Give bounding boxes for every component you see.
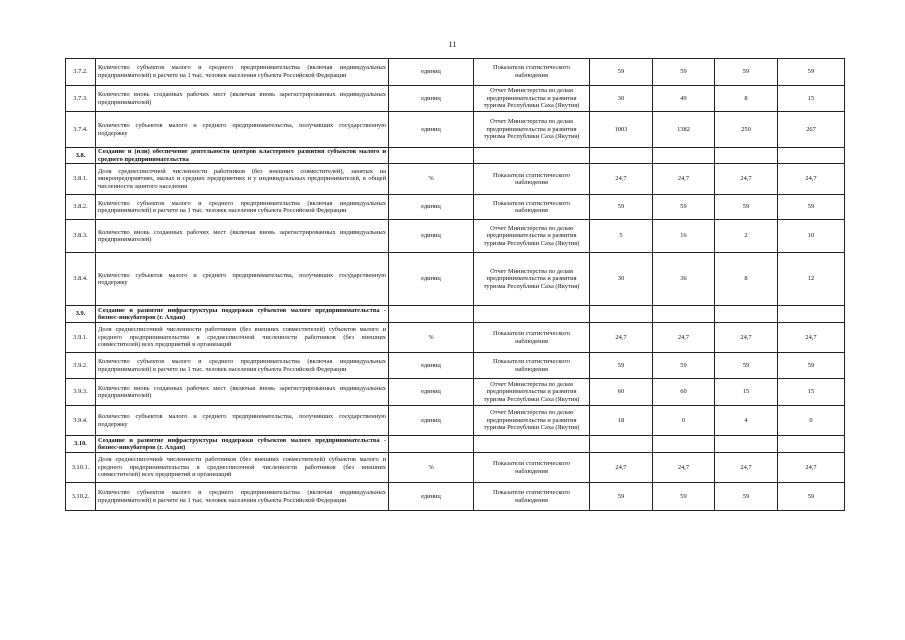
value-cell-3 xyxy=(715,436,778,453)
unit-cell: единиц xyxy=(389,59,474,86)
value-cell-1: 30 xyxy=(590,86,653,112)
unit-cell: единиц xyxy=(389,483,474,511)
table-row xyxy=(66,379,845,406)
row-number-cell: 3.7.4. xyxy=(66,112,96,148)
table-row xyxy=(66,353,845,379)
value-cell-3: 24,7 xyxy=(715,323,778,353)
indicator-name-cell: Количество вновь созданных рабочих мест (включая вновь зарегистрированных индивидуальных предпринимателей) xyxy=(96,86,389,112)
value-cell-4: 10 xyxy=(778,220,845,253)
source-cell: Показатели статистического наблюдения xyxy=(474,323,590,353)
value-cell-4: 12 xyxy=(778,253,845,306)
row-number-cell: 3.9.1. xyxy=(66,323,96,353)
value-cell-4: 0 xyxy=(778,406,845,436)
row-number-cell: 3.10.2. xyxy=(66,483,96,511)
value-cell-1: 59 xyxy=(590,195,653,220)
indicator-name-cell: Количество субъектов малого и среднего предпринимательства, получивших государственную поддержку xyxy=(96,253,389,306)
indicator-name-cell: Создание и развитие инфраструктуры поддержки субъектов малого предпринимательства - бизнес-инкубаторов (г. Алдан) xyxy=(96,306,389,323)
indicator-name-cell: Создание и развитие инфраструктуры поддержки субъектов малого предпринимательства - бизнес-инкубаторов (г. Алдан) xyxy=(96,436,389,453)
row-number-cell: 3.8. xyxy=(66,148,96,164)
unit-cell: % xyxy=(389,164,474,195)
source-cell: Отчет Министерства по делам предпринимательства и развития туризма Республики Саха (Якутия) xyxy=(474,86,590,112)
indicator-name-cell: Количество субъектов малого и среднего предпринимательства, получивших государственную поддержку xyxy=(96,112,389,148)
row-number-cell: 3.8.4. xyxy=(66,253,96,306)
indicators-table xyxy=(65,58,845,511)
unit-cell: единиц xyxy=(389,406,474,436)
row-number-cell: 3.9. xyxy=(66,306,96,323)
value-cell-1: 59 xyxy=(590,353,653,379)
table-row xyxy=(66,406,845,436)
source-cell: Показатели статистического наблюдения xyxy=(474,353,590,379)
value-cell-2 xyxy=(653,148,715,164)
indicator-name-cell: Доля среднесписочной численности работников (без внешних совместителей) субъектов малого и среднего предпринимательства в среднесписочной численности работников (без внешних совместителей) всех предприятий и организаций xyxy=(96,323,389,353)
source-cell: Отчет Министерства по делам предпринимательства и развития туризма Республики Саха (Якутия) xyxy=(474,379,590,406)
table-row xyxy=(66,220,845,253)
value-cell-4: 24,7 xyxy=(778,164,845,195)
value-cell-4: 59 xyxy=(778,483,845,511)
value-cell-4: 59 xyxy=(778,59,845,86)
source-cell: Отчет Министерства по делам предпринимательства и развития туризма Республики Саха (Якутия) xyxy=(474,112,590,148)
value-cell-3: 59 xyxy=(715,483,778,511)
indicator-name-cell: Количество вновь созданных рабочих мест (включая вновь зарегистрированных индивидуальных предпринимателей) xyxy=(96,379,389,406)
value-cell-3: 8 xyxy=(715,86,778,112)
row-number-cell: 3.9.4. xyxy=(66,406,96,436)
value-cell-1: 18 xyxy=(590,406,653,436)
value-cell-3: 59 xyxy=(715,353,778,379)
value-cell-2: 1382 xyxy=(653,112,715,148)
indicator-name-cell: Количество субъектов малого и среднего предпринимательства (включая индивидуальных предпринимателей) в расчете на 1 тыс. человек населения субъекта Российской Федерации xyxy=(96,195,389,220)
row-number-cell: 3.8.3. xyxy=(66,220,96,253)
table-row xyxy=(66,195,845,220)
value-cell-3: 24,7 xyxy=(715,164,778,195)
unit-cell: единиц xyxy=(389,195,474,220)
indicator-name-cell: Создание и (или) обеспечение деятельности центров кластерного развития субъектов малого и среднего предпринимательства xyxy=(96,148,389,164)
value-cell-4: 15 xyxy=(778,379,845,406)
unit-cell: % xyxy=(389,453,474,483)
value-cell-2: 16 xyxy=(653,220,715,253)
indicator-name-cell: Количество вновь созданных рабочих мест (включая вновь зарегистрированных индивидуальных предпринимателей) xyxy=(96,220,389,253)
row-number-cell: 3.7.2. xyxy=(66,59,96,86)
value-cell-2 xyxy=(653,306,715,323)
unit-cell: единиц xyxy=(389,253,474,306)
row-number-cell: 3.8.2. xyxy=(66,195,96,220)
value-cell-3: 2 xyxy=(715,220,778,253)
table-body xyxy=(66,59,845,511)
value-cell-4: 59 xyxy=(778,195,845,220)
table-row xyxy=(66,164,845,195)
value-cell-1: 24,7 xyxy=(590,323,653,353)
value-cell-1: 24,7 xyxy=(590,453,653,483)
value-cell-2: 59 xyxy=(653,353,715,379)
value-cell-3: 15 xyxy=(715,379,778,406)
indicator-name-cell: Количество субъектов малого и среднего предпринимательства (включая индивидуальных предпринимателей) в расчете на 1 тыс. человек населения субъекта Российской Федерации xyxy=(96,483,389,511)
value-cell-3 xyxy=(715,306,778,323)
value-cell-3: 8 xyxy=(715,253,778,306)
table-row xyxy=(66,453,845,483)
indicator-name-cell: Доля среднесписочной численности работников (без внешних совместителей) субъектов малого и среднего предпринимательства в среднесписочной численности работников (без внешних совместителей) всех предприятий и организаций xyxy=(96,453,389,483)
row-number-cell: 3.9.3. xyxy=(66,379,96,406)
unit-cell: единиц xyxy=(389,86,474,112)
value-cell-1: 24,7 xyxy=(590,164,653,195)
indicator-name-cell: Доля среднесписочной численности работников (без внешних совместителей), занятых на микропредприятиях, малых и средних предприятиях и у индивидуальных предпринимателей, в общей численности занятого населения xyxy=(96,164,389,195)
unit-cell xyxy=(389,306,474,323)
value-cell-4: 24,7 xyxy=(778,453,845,483)
value-cell-4 xyxy=(778,148,845,164)
value-cell-2: 36 xyxy=(653,253,715,306)
value-cell-3: 250 xyxy=(715,112,778,148)
value-cell-1: 59 xyxy=(590,483,653,511)
value-cell-3: 24,7 xyxy=(715,453,778,483)
source-cell xyxy=(474,436,590,453)
indicator-name-cell: Количество субъектов малого и среднего предпринимательства (включая индивидуальных предпринимателей) в расчете на 1 тыс. человек населения субъекта Российской Федерации xyxy=(96,59,389,86)
table-row xyxy=(66,86,845,112)
value-cell-1 xyxy=(590,306,653,323)
value-cell-2: 49 xyxy=(653,86,715,112)
unit-cell: единиц xyxy=(389,112,474,148)
value-cell-1 xyxy=(590,436,653,453)
value-cell-2: 59 xyxy=(653,195,715,220)
row-number-cell: 3.10.1. xyxy=(66,453,96,483)
value-cell-2 xyxy=(653,436,715,453)
value-cell-4 xyxy=(778,306,845,323)
section-row xyxy=(66,306,845,323)
unit-cell xyxy=(389,436,474,453)
row-number-cell: 3.10. xyxy=(66,436,96,453)
section-row xyxy=(66,436,845,453)
source-cell: Показатели статистического наблюдения xyxy=(474,59,590,86)
value-cell-3: 59 xyxy=(715,195,778,220)
source-cell: Показатели статистического наблюдения xyxy=(474,164,590,195)
table-row xyxy=(66,483,845,511)
value-cell-3: 59 xyxy=(715,59,778,86)
source-cell: Отчет Министерства по делам предпринимательства и развития туризма Республики Саха (Якутия) xyxy=(474,406,590,436)
value-cell-2: 60 xyxy=(653,379,715,406)
unit-cell: % xyxy=(389,323,474,353)
table-row xyxy=(66,112,845,148)
value-cell-1 xyxy=(590,148,653,164)
table-row xyxy=(66,323,845,353)
table-row xyxy=(66,253,845,306)
value-cell-2: 59 xyxy=(653,59,715,86)
indicator-name-cell: Количество субъектов малого и среднего предпринимательства, получивших государственную поддержку xyxy=(96,406,389,436)
value-cell-1: 5 xyxy=(590,220,653,253)
source-cell xyxy=(474,148,590,164)
page-number: 11 xyxy=(448,40,457,49)
value-cell-2: 24,7 xyxy=(653,164,715,195)
row-number-cell: 3.9.2. xyxy=(66,353,96,379)
unit-cell xyxy=(389,148,474,164)
section-row xyxy=(66,148,845,164)
value-cell-1: 1003 xyxy=(590,112,653,148)
source-cell xyxy=(474,306,590,323)
value-cell-2: 24,7 xyxy=(653,453,715,483)
value-cell-4: 24,7 xyxy=(778,323,845,353)
value-cell-3: 4 xyxy=(715,406,778,436)
unit-cell: единиц xyxy=(389,353,474,379)
source-cell: Показатели статистического наблюдения xyxy=(474,483,590,511)
value-cell-2: 24,7 xyxy=(653,323,715,353)
row-number-cell: 3.7.3. xyxy=(66,86,96,112)
source-cell: Показатели статистического наблюдения xyxy=(474,195,590,220)
value-cell-2: 0 xyxy=(653,406,715,436)
indicator-name-cell: Количество субъектов малого и среднего предпринимательства (включая индивидуальных предпринимателей) в расчете на 1 тыс. человек населения субъекта Российской Федерации xyxy=(96,353,389,379)
value-cell-4: 15 xyxy=(778,86,845,112)
value-cell-1: 30 xyxy=(590,253,653,306)
unit-cell: единиц xyxy=(389,220,474,253)
value-cell-3 xyxy=(715,148,778,164)
value-cell-4 xyxy=(778,436,845,453)
source-cell: Показатели статистического наблюдения xyxy=(474,453,590,483)
value-cell-1: 59 xyxy=(590,59,653,86)
value-cell-1: 60 xyxy=(590,379,653,406)
unit-cell: единиц xyxy=(389,379,474,406)
value-cell-2: 59 xyxy=(653,483,715,511)
source-cell: Отчет Министерства по делам предпринимательства и развития туризма Республики Саха (Якутия) xyxy=(474,253,590,306)
row-number-cell: 3.8.1. xyxy=(66,164,96,195)
source-cell: Отчет Министерства по делам предпринимательства и развития туризма Республики Саха (Якутия) xyxy=(474,220,590,253)
table-row xyxy=(66,59,845,86)
value-cell-4: 267 xyxy=(778,112,845,148)
value-cell-4: 59 xyxy=(778,353,845,379)
